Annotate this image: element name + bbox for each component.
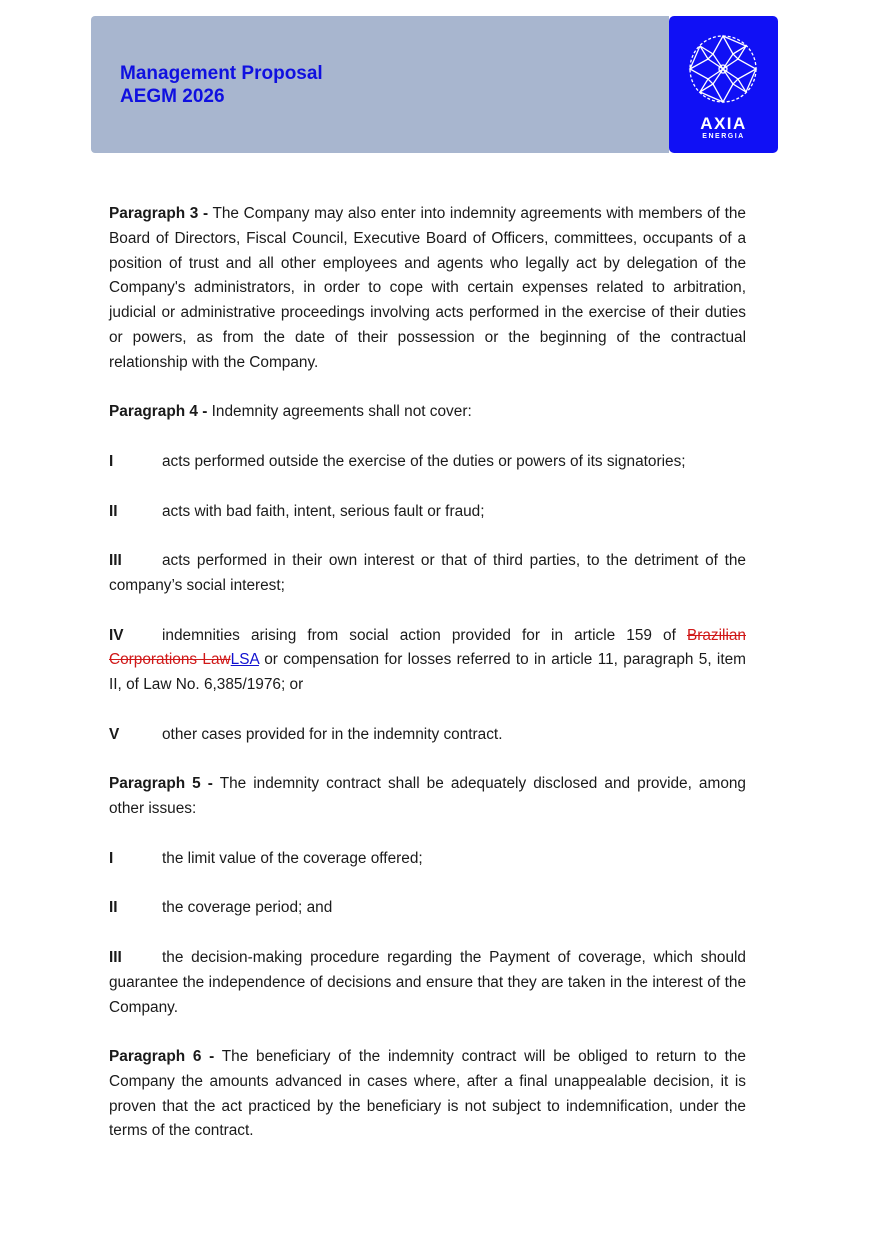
item-number: IV	[109, 626, 124, 644]
item-number: III	[109, 552, 122, 570]
list-item	[109, 624, 746, 698]
item-number: III	[109, 948, 122, 966]
paragraph-6	[109, 1045, 746, 1144]
paragraph-4	[109, 400, 746, 425]
paragraph-3	[109, 202, 746, 376]
item-text: the limit value of the coverage offered;	[162, 849, 423, 867]
item-number: I	[109, 452, 114, 470]
list-item	[109, 450, 746, 475]
paragraph-4-label: Paragraph 4 -	[109, 403, 208, 421]
list-item	[109, 549, 746, 599]
list-item	[109, 896, 746, 921]
paragraph-5-text: The indemnity contract shall be adequately disclosed and provide, among other issues:	[109, 775, 746, 818]
list-item	[109, 847, 746, 872]
item-text: other cases provided for in the indemnity contract.	[162, 725, 503, 743]
paragraph-4-text: Indemnity agreements shall not cover:	[207, 403, 472, 421]
item-text: acts with bad faith, intent, serious fault or fraud;	[162, 502, 485, 520]
axia-logo	[669, 16, 778, 153]
item-text: acts performed in their own interest or that of third parties, to the detriment of the company’s social interest;	[109, 552, 746, 594]
paragraph-6-text: The beneficiary of the indemnity contract will be obliged to return to the Company the amounts advanced in cases where, after a final unappealable decision, it is proven that the act practiced by the beneficiary is not subject to indemnification, under the terms of the contract.	[109, 1048, 746, 1140]
title-line-1: Management Proposal	[120, 63, 323, 84]
paragraph-6-label: Paragraph 6 -	[109, 1048, 215, 1066]
item-number: II	[109, 899, 118, 917]
paragraph-3-label: Paragraph 3 -	[109, 205, 209, 222]
logo-wordmark: AXIA	[700, 114, 747, 133]
document-body	[109, 202, 746, 1169]
title-line-2: AEGM 2026	[120, 86, 225, 107]
item-text: acts performed outside the exercise of the duties or powers of its signatories;	[162, 452, 686, 470]
paragraph-3-text: The Company may also enter into indemnity agreements with members of the Board of Directors, Fiscal Council, Executive Board of Officers, committees, occupants of a position of trust and all other employees and agents who legally act by delegation of the Company's administrators, in order to cope with certain expenses related to arbitration, judicial or administrative proceedings involving acts performed in the exercise of their duties or powers, as from the date of their possession or the beginning of the contractual relationship with the Company.	[109, 205, 746, 371]
item-text: indemnities arising from social action provided for in article 159 of	[162, 626, 687, 644]
list-item	[109, 946, 746, 1020]
paragraph-5	[109, 772, 746, 822]
globe-icon	[688, 34, 758, 104]
item-text-continued: or compensation for losses referred to in article 11, paragraph 5, item II, of Law No. 6,385/1976; or	[109, 651, 746, 694]
document-title	[120, 62, 323, 108]
deleted-text: Brazilian Corporations Law	[109, 626, 746, 669]
item-number: II	[109, 502, 118, 520]
list-item	[109, 500, 746, 525]
item-number: V	[109, 725, 120, 743]
item-number: I	[109, 849, 114, 867]
inserted-text: LSA	[230, 651, 259, 669]
logo-subtitle: ENERGIA	[702, 133, 745, 140]
item-text: the coverage period; and	[162, 899, 333, 917]
paragraph-5-label: Paragraph 5 -	[109, 775, 213, 793]
list-item	[109, 723, 746, 748]
item-text: the decision-making procedure regarding the Payment of coverage, which should guarantee the independence of decisions and ensure that they are taken in the interest of the Company.	[109, 948, 746, 1016]
